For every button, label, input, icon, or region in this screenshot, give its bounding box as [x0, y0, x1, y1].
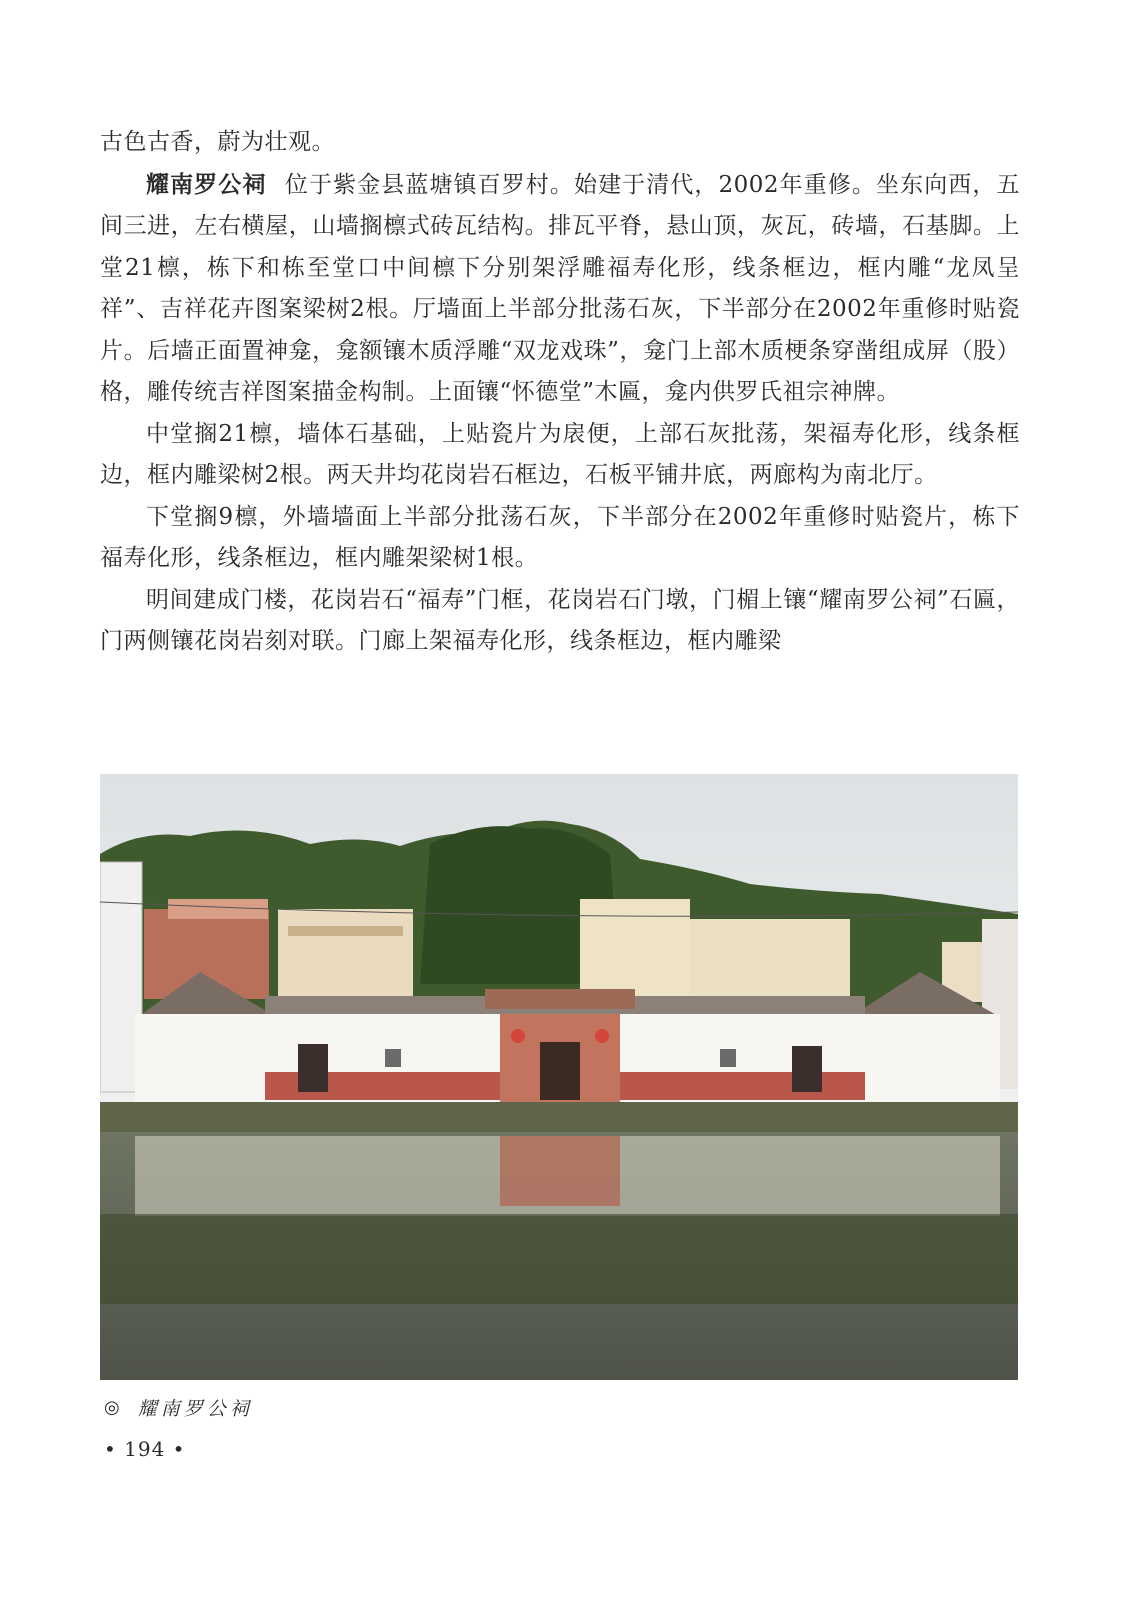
paragraph-1-text: 古色古香，蔚为壮观。 [100, 129, 335, 155]
main-door [540, 1042, 580, 1100]
ancestral-hall-photo [100, 774, 1018, 1380]
trees-reflection [100, 1214, 1018, 1304]
balcony-left [288, 926, 403, 936]
paragraph-2 [100, 164, 1020, 414]
window-right [720, 1049, 736, 1067]
figure-caption [104, 1394, 253, 1421]
pond-bank [100, 1102, 1018, 1132]
paragraph-2-text: 位于紫金县蓝塘镇百罗村。始建于清代，2002年重修。坐东向西，五间三进，左右横屋，山墙搁檩式砖瓦结构。排瓦平脊，悬山顶，灰瓦，砖墙，石基脚。上堂21檩，栋下和栋至堂口中间檩下分别架浮雕福寿化形，线条框边，框内雕“龙凤呈祥”、吉祥花卉图案梁树2根。厅墙面上半部分批荡石灰，下半部分在2002年重修时贴瓷片。后墙正面置神龛，龛额镶木质浮雕“双龙戏珠”，龛门上部木质梗条穿凿组成屏（股）格，雕传统吉祥图案描金构制。上面镶“怀德堂”木匾，龛内供罗氏祖宗神牌。 [100, 171, 1020, 405]
yellow-building-left [278, 909, 413, 1004]
entry-title: 耀南罗公祠 [146, 170, 267, 198]
gatehouse-roof [485, 989, 635, 1009]
body-text [100, 122, 1020, 663]
brick-building-roof [168, 899, 268, 919]
photo-illustration [100, 774, 1018, 1380]
window-left [385, 1049, 401, 1067]
paragraph-1 [100, 122, 1020, 164]
yellow-building-right [690, 919, 850, 1009]
caption-text: 耀南罗公祠 [137, 1398, 253, 1420]
paragraph-5 [100, 580, 1020, 663]
paragraph-4 [100, 497, 1020, 580]
side-door-left [298, 1044, 328, 1092]
gatehouse-reflection [500, 1136, 620, 1206]
paragraph-3-text: 中堂搁21檩，墙体石基础，上贴瓷片为扆便，上部石灰批荡，架福寿化形，线条框边，框内雕梁树2根。两天井均花岗岩石框边，石板平铺井底，两廊构为南北厅。 [100, 420, 1020, 488]
side-door-right [792, 1046, 822, 1092]
lantern-right [595, 1029, 609, 1043]
paragraph-3 [100, 414, 1020, 497]
paragraph-4-text: 下堂搁9檩，外墙墙面上半部分批荡石灰，下半部分在2002年重修时贴瓷片，栋下福寿化形，线条框边，框内雕架梁树1根。 [100, 503, 1020, 571]
caption-marker: ◎ [104, 1397, 124, 1418]
paragraph-5-text: 明间建成门楼，花岗岩石“福寿”门框，花岗岩石门墩，门楣上镶“耀南罗公祠”石匾，门两侧镶花岗岩刻对联。门廊上架福寿化形，线条框边，框内雕梁 [100, 586, 1020, 654]
lantern-left [511, 1029, 525, 1043]
page-number: • 194 • [104, 1437, 186, 1461]
